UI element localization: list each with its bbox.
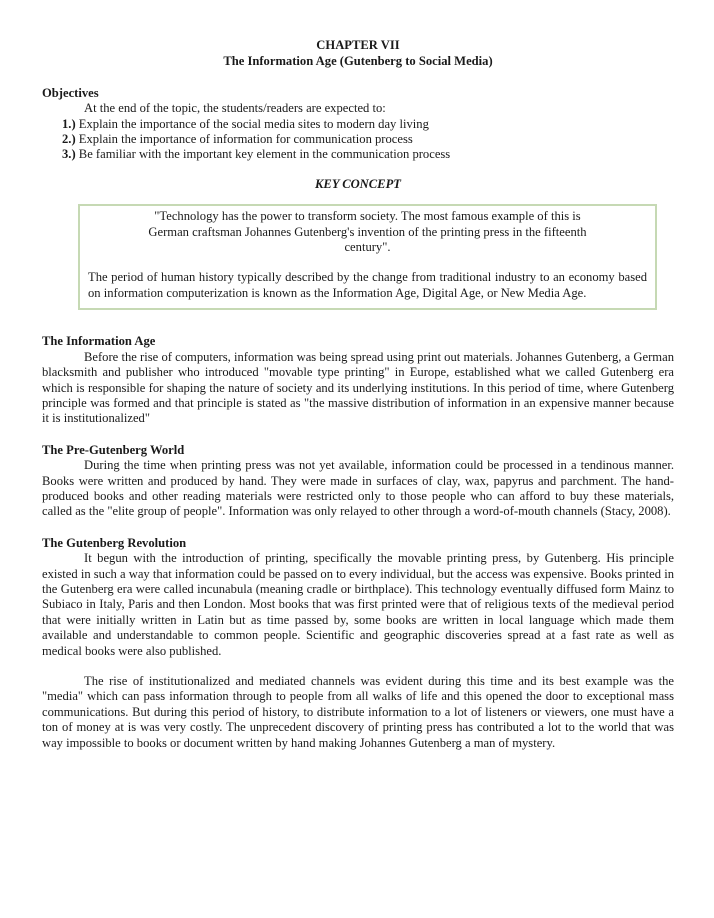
objective-text: Explain the importance of information for communication process [78, 132, 413, 147]
key-concept-box [78, 204, 657, 310]
key-concept-text: The period of human history typically described by the change from traditional industry to an economy based on information computerization is known as the Information Age, Digital Age, or New Media Age. [88, 270, 647, 300]
section-paragraph: The rise of institutionalized and mediated channels was evident during this time and its best example was the "media" which can pass information through to people from all walks of life and this opened the door to exceptional mass communications. But during this period of history, to distribute information to a lot of listeners or viewers, one must have a ton of money at is was very costly. The unprecedent discovery of printing press has contributed a lot to the world that was way impossible to books or document written by hand making Johannes Gutenberg a man of mystery. [42, 674, 674, 750]
section-heading: The Gutenberg Revolution [42, 535, 187, 550]
objective-text: Be familiar with the important key element in the communication process [78, 147, 451, 162]
objective-number: 3.) [62, 147, 76, 162]
section-gutenberg-revolution [42, 536, 674, 751]
objectives-list [42, 117, 674, 163]
section-pre-gutenberg-world [42, 443, 674, 520]
objectives-intro: At the end of the topic, the students/readers are expected to: [84, 101, 386, 116]
key-concept-quote: "Technology has the power to transform society. The most famous example of this is German craftsman Johannes Gutenberg's invention of the printing press in the fifteenth century". [148, 209, 587, 255]
chapter-title: The Information Age (Gutenberg to Social Media) [223, 54, 493, 69]
objective-item [62, 132, 674, 147]
objective-number: 2.) [62, 132, 76, 147]
section-paragraph: Before the rise of computers, information was being spread using print out materials. Johannes Gutenberg, a German blacksmith and publisher who introduced "movable type printing" in Europe, established what we called Gutenberg era which is responsible for shaping the nature of society and its underlying institutions. In this period of time, where Gutenberg principle was formed and that principle is stated as "the massive distribution of information in an expensive manner because it is institutionalized" [42, 349, 674, 426]
section-paragraph: During the time when printing press was not yet available, information could be processed in a tendinous manner. Books were written and produced by hand. They were made in surfaces of clay, wax, papyrus and parchment. The hand-produced books and other reading materials were restricted only to those people who can afford to buy these materials, called as the "elite group of people". Information was only relayed to other through a word-of-mouth channels (Stacy, 2008). [42, 458, 674, 519]
section-paragraph: It begun with the introduction of printing, specifically the movable printing press, by Gutenberg. His principle existed in such a way that information could be passed on to every individual, but the access was expensive. Books printed in the Gutenberg era were called incunabula (meaning cradle or birthplace). This technology eventually diffused form Mainz to Subiaco in Italy, Paris and then London. Most books that was first printed were that of religious texts of the medieval period that were initially written in Latin but as time passed by, some books are written in local language which made them available and understandable to common people. Scientific and geographic discoveries spread at a fast rate as well as medical books were also published. [42, 551, 674, 658]
objective-text: Explain the importance of the social media sites to modern day living [78, 116, 429, 131]
key-concept-heading: KEY CONCEPT [315, 176, 401, 191]
section-information-age [42, 334, 674, 426]
section-heading: The Information Age [42, 334, 156, 349]
objective-item [62, 147, 674, 162]
chapter-label: CHAPTER VII [316, 38, 400, 52]
document-page [42, 38, 674, 751]
objectives-heading: Objectives [42, 85, 99, 100]
section-heading: The Pre-Gutenberg World [42, 442, 185, 457]
objective-item [62, 117, 674, 132]
objective-number: 1.) [62, 116, 76, 131]
